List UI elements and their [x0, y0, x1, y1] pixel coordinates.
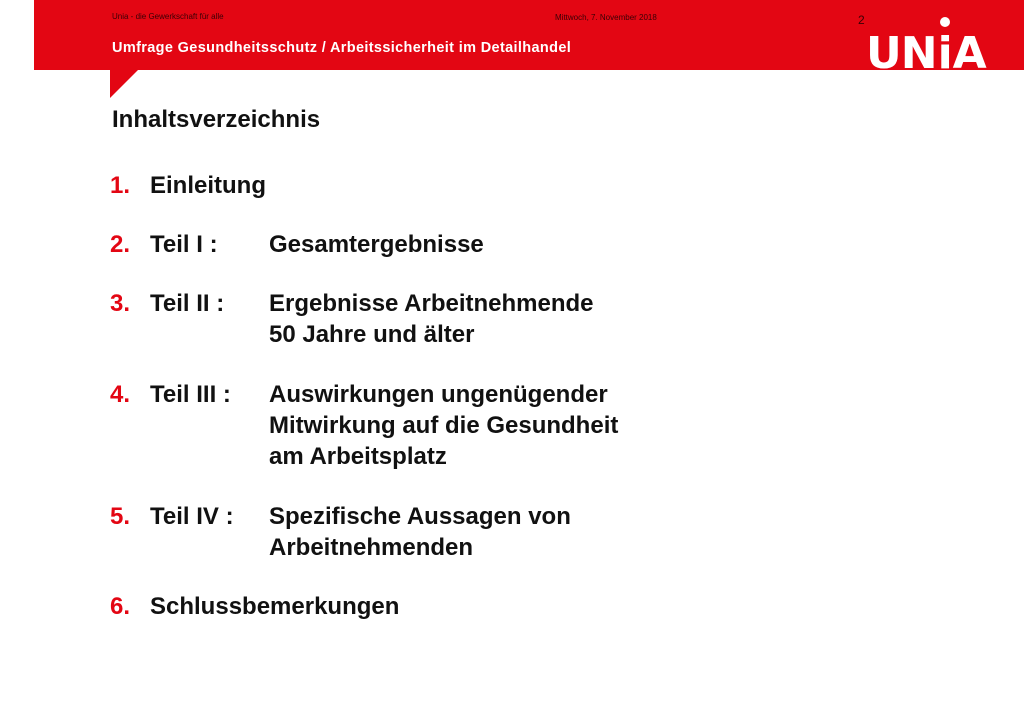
toc-part-label: Teil III : [150, 381, 231, 408]
toc-title-line: Gesamtergebnisse [269, 231, 484, 258]
toc-title-line: Ergebnisse Arbeitnehmende [269, 290, 594, 317]
header-fold-decoration [110, 70, 138, 98]
page-number: 2 [858, 13, 865, 27]
logo-text-part-2: i [937, 28, 952, 79]
toc-number: 5. [110, 503, 131, 530]
toc-title [150, 170, 266, 201]
organization-line: Unia - die Gewerkschaft für alle [112, 12, 224, 21]
toc-title [269, 379, 618, 472]
logo-text-part-3: A [952, 28, 986, 79]
toc-title [150, 591, 399, 622]
page-title: Inhaltsverzeichnis [112, 106, 321, 133]
toc-title-line: Arbeitnehmenden [269, 534, 474, 561]
logo-text-part-1: UN [866, 28, 937, 79]
toc-number: 6. [110, 593, 131, 620]
toc-title-line: am Arbeitsplatz [269, 443, 447, 470]
toc-title-line: Auswirkungen ungenügender [269, 381, 608, 408]
unia-logo [866, 22, 986, 79]
toc-title-line: Einleitung [150, 172, 266, 199]
toc-part-label: Teil II : [150, 290, 225, 317]
toc-title [269, 229, 484, 260]
logo-letter-i [937, 28, 953, 79]
toc-title [269, 501, 571, 563]
toc-title-line: Spezifische Aussagen von [269, 503, 571, 530]
toc-title [269, 288, 594, 350]
date-label: Mittwoch, 7. November 2018 [555, 13, 657, 22]
toc-title-line: Schlussbemerkungen [150, 593, 400, 620]
toc-number: 4. [110, 381, 131, 408]
toc-number: 2. [110, 231, 131, 258]
presentation-subtitle: Umfrage Gesundheitsschutz / Arbeitssicherheit im Detailhandel [112, 40, 572, 56]
toc-part-label: Teil I : [150, 231, 218, 258]
toc-number: 1. [110, 172, 131, 199]
toc-title-line: Mitwirkung auf die Gesundheit [269, 412, 619, 439]
logo-dot-icon [940, 17, 950, 27]
toc-title-line: 50 Jahre und älter [269, 321, 475, 348]
toc-number: 3. [110, 290, 131, 317]
toc-part-label: Teil IV : [150, 503, 234, 530]
